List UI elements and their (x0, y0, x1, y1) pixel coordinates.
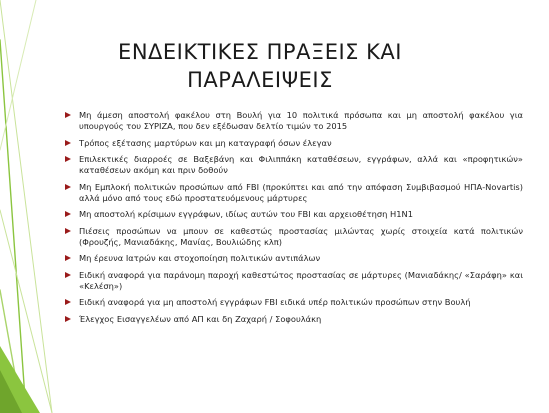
slide-title (95, 38, 425, 94)
bullet-text: Έλεγχος Εισαγγελέων από ΑΠ και δη Ζαχαρή / Σοφουλάκη (79, 313, 322, 324)
bullet-item (65, 154, 523, 176)
bullet-text: Πιέσεις προσώπων να μπουν σε καθεστώς προστασίας μιλώντας χωρίς στοιχεία κατά πολιτικών (Φρουζής, Μανιαδάκης, Μανίας, Βουλιώδης κλπ) (79, 225, 523, 247)
triangle-bullet-icon (65, 211, 71, 217)
bullet-item (65, 209, 523, 220)
bullet-item (65, 182, 523, 204)
bullet-text: Μη άμεση αποστολή φακέλου στη Βουλή για 10 πολιτικά πρόσωπα και μη αποστολή φακέλου για υπουργούς του ΣΥΡΙΖΑ, που δεν εξέδωσαν δελτίο τιμών το 2015 (79, 110, 523, 131)
bullet-text: Ειδική αναφορά για παράνομη παροχή καθεστώτος προστασίας σε μάρτυρες (Μανιαδάκης/ «Σαράφη» και «Κελέση») (79, 269, 523, 291)
triangle-bullet-icon (65, 299, 71, 305)
triangle-bullet-icon (65, 184, 71, 190)
bullet-list (65, 110, 523, 330)
triangle-bullet-icon (65, 140, 71, 146)
bullet-item (65, 314, 523, 325)
triangle-bullet-icon (65, 272, 71, 278)
slide-title-line-1: ΕΝΔΕΙΚΤΙΚΕΣ ΠΡΑΞΕΙΣ ΚΑΙ (118, 40, 402, 64)
slide-title-line-2: ΠΑΡΑΛΕΙΨΕΙΣ (187, 68, 333, 92)
bullet-text: Επιλεκτικές διαρροές σε Βαξεβάνη και Φιλιππάκη καταθέσεων, εγγράφων, αλλά και «προφητικών» καταθέσεων ακόμη και πριν δοθούν (79, 154, 523, 175)
bullet-text: Ειδική αναφορά για μη αποστολή εγγράφων FBI ειδικά υπέρ πολιτικών προσώπων στην Βουλή (79, 297, 471, 307)
triangle-bullet-icon (65, 316, 71, 322)
bullet-item (65, 253, 523, 264)
bullet-text: Μη Εμπλοκή πολιτικών προσώπων από FBI (προκύπτει και από την απόφαση Συμβιβασμού ΗΠΑ-Novartis) αλλά μόνο από τους εδώ προστατευόμενους μάρτυρες (79, 181, 523, 203)
bullet-text: Τρόπος εξέτασης μαρτύρων και μη καταγραφή όσων έλεγαν (79, 137, 332, 148)
bullet-item (65, 138, 523, 149)
triangle-bullet-icon (65, 156, 71, 162)
triangle-bullet-icon (65, 255, 71, 261)
bullet-text: Μη έρευνα Ιατρών και στοχοποίηση πολιτικών αντιπάλων (79, 253, 321, 263)
bullet-item (65, 297, 523, 308)
bullet-item (65, 110, 523, 132)
bullet-item (65, 226, 523, 248)
bullet-item (65, 270, 523, 292)
bullet-text: Μη αποστολή κρίσιμων εγγράφων, ιδίως αυτών του FBI και αρχειοθέτηση H1N1 (79, 209, 413, 219)
triangle-bullet-icon (65, 112, 71, 118)
triangle-bullet-icon (65, 228, 71, 234)
